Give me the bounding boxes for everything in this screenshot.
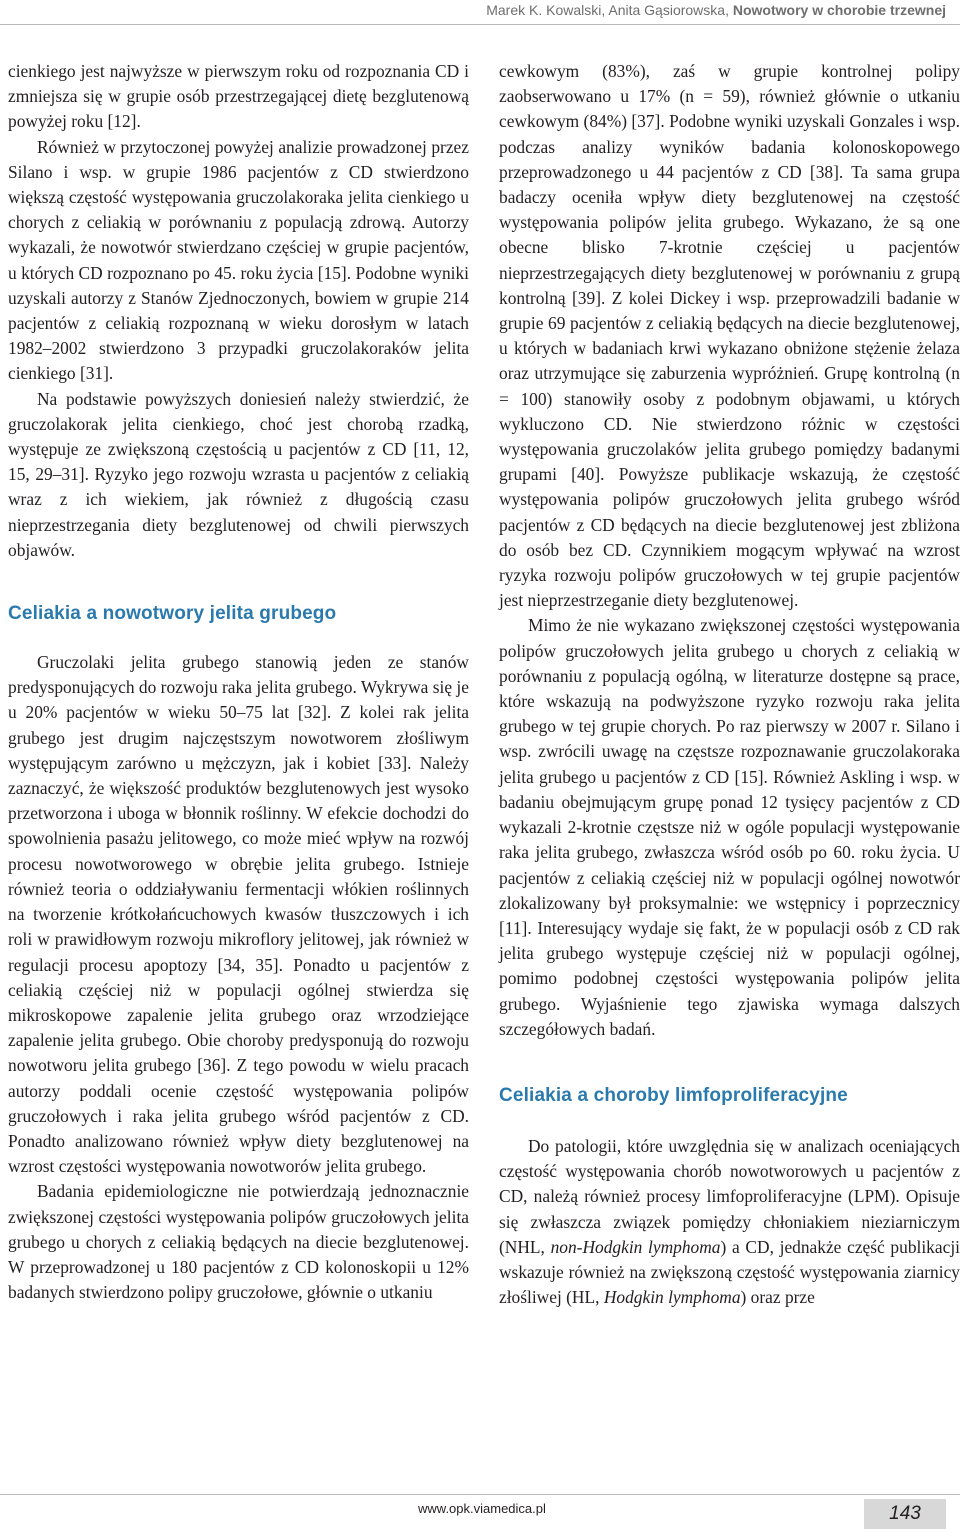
header-authors: Marek K. Kowalski, Anita Gąsiorowska,	[486, 2, 729, 18]
term-italic: Hodgkin lymphoma	[603, 1287, 741, 1308]
term-italic: non-Hodgkin lymphoma	[550, 1236, 721, 1257]
paragraph: Gruczolaki jelita grubego stanowią jeden ze stanów predysponujących do rozwoju raka jelita grubego. Wykrywa się je u 20% pacjentów w wieku 50–75 lat [32]. Z kolei rak jelita grubego jest drugim najczęstszym nowotworem złośliwym występującym zarówno u mężczyzn, jak i kobiet [33]. Należy zaznaczyć, że większość produktów bezglutenowych jest wysoko przetworzona i uboga w błonnik roślinny. W efekcie dochodzi do spowolnienia pasażu jelitowego, co może mieć wpływ na rozwój procesu nowotworowego w obrębie jelita grubego. Istnieje również teoria o oddziaływaniu fermentacji włókien roślinnych na tworzenie krótkołańcuchowych kwasów tłuszczowych i ich roli w prawidłowym rozwoju mikroflory jelitowej, jak również w regulacji procesu apoptozy [34, 35]. Ponadto u pacjentów z celiakią częściej niż w populacji ogólnej stwierdza się mikroskopowe zapalenie jelita grubego oraz wrzodziejące zapalenie jelita grubego. Obie choroby predysponują do rozwoju nowotworu jelita grubego [36]. Z tego powodu w wielu pracach autorzy poddali ocenie częstość występowania polipów gruczołowych i raka jelita grubego wśród pacjentów z CD. Ponadto analizowano również wpływ diety bezglutenowej na wzrost częstości występowania nowotworów jelita grubego.	[8, 652, 469, 1177]
running-header	[0, 0, 960, 25]
text-run: ) oraz prze	[740, 1287, 815, 1308]
page-number: 143	[864, 1499, 946, 1529]
left-column	[8, 59, 469, 1305]
header-title: Nowotwory w chorobie trzewnej	[732, 2, 946, 18]
running-header-text	[486, 2, 946, 18]
text-run: Do patologii, które uwzględnia się w analizach oceniających częstość występowania chorób nowotworowych u pacjentów z CD, należą również procesy limfoproliferacyjne (LPM). Opisuje się zwłaszcza związek pomiędzy chłoniakiem nieziarniczym (NHL,	[499, 1135, 960, 1257]
page-footer	[0, 1494, 960, 1533]
section-heading-colorectal: Celiakia a nowotwory jelita grubego	[8, 603, 337, 625]
paragraph: Mimo że nie wykazano zwiększonej częstości występowania polipów gruczołowych jelita grubego u chorych z celiakią w porównaniu z populacją ogólną, w literaturze dostępne są prace, które wskazują na podwyższone ryzyko rozwoju raka jelita grubego w tej grupie chorych. Po raz pierwszy w 2007 r. Silano i wsp. zwrócili uwagę na częstsze rozpoznawanie gruczolakoraka jelita grubego u pacjentów z CD [15]. Również Askling i wsp. w badaniu obejmującym grupę ponad 12 tysięcy pacjentów z CD wykazali 2-krotnie częstsze niż w ogóle populacji występowanie raka jelita grubego, zwłaszcza wśród osób po 60. roku życia. U pacjentów z celiakią częściej niż w populacji ogólnej nowotwór zlokalizowany był proksymalnie: we wstępnicy i poprzecznicy [11]. Interesujący wydaje się fakt, że w populacji osób z CD rak jelita grubego występuje częściej niż w populacji ogólnej, pomimo podobnej częstości występowania polipów jelita grubego. Wyjaśnienie tego zjawiska wymaga dalszych szczegółowych badań.	[499, 615, 960, 1039]
paragraph	[499, 1134, 960, 1310]
paragraph: Na podstawie powyższych doniesień należy stwierdzić, że gruczolakorak jelita cienkiego, choć jest chorobą rzadką, występuje ze zwiększoną częstością u pacjentów z CD [11, 12, 15, 29–31]. Ryzyko jego rozwoju wzrasta u pacjentów z celiakią wraz z ich wiekiem, jak również z długością czasu nieprzestrzegania diety bezglutenowej od chwili pierwszych objawów.	[8, 388, 469, 560]
paragraph: cienkiego jest najwyższe w pierwszym roku od rozpoznania CD i zmniejsza się w grupie osób przestrzegającej dietę bezglutenową powyżej roku [12].	[8, 61, 469, 132]
section-heading-lymphoproliferative: Celiakia a choroby limfoproliferacyjne	[499, 1084, 848, 1106]
text-run: ) a CD, jednakże część publikacji wskazuje również na zwiększoną częstość występowania ziarnicy złośliwej (HL,	[499, 1236, 960, 1308]
journal-url: www.opk.viamedica.pl	[418, 1501, 546, 1516]
paragraph: Również w przytoczonej powyżej analizie prowadzonej przez Silano i wsp. w grupie 1986 pacjentów z CD stwierdzono większą częstość występowania gruczolakoraka jelita cienkiego u chorych z celiakią w porównaniu z populacją zdrową. Autorzy wykazali, że nowotwór stwierdzano częściej w grupie pacjentów, u których CD rozpoznano po 45. roku życia [15]. Podobne wyniki uzyskali autorzy z Stanów Zjednoczonych, bowiem w grupie 214 pacjentów z celiakią rozpoznaną w wieku dorosłym w latach 1982–2002 stwierdzono 3 przypadki gruczolakoraków jelita cienkiego [31].	[8, 136, 469, 384]
right-column	[499, 59, 960, 1310]
paragraph: cewkowym (83%), zaś w grupie kontrolnej polipy zaobserwowano u 17% (n = 59), również głównie o utkaniu cewkowym (84%) [37]. Podobne wyniki uzyskali Gonzales i wsp. podczas analizy wyników badania kolonoskopowego przeprowadzonego u 44 pacjentów z CD [38]. Ta sama grupa badaczy oceniła wpływ diety bezglutenowej na częstość występowania polipów jelita grubego. Wykazano, że są one obecne blisko 7-krotnie częściej u pacjentów nieprzestrzegających diety bezglutenowej w porównaniu z grupą kontrolną [39]. Z kolei Dickey i wsp. przeprowadzili badanie w grupie 69 pacjentów z celiakią będących na diecie bezglutenowej, u których w badaniach krwi wykazano obniżone stężenie żelaza oraz utrzymujące się zaburzenia wypróżnień. Grupę kontrolną (n = 100) stanowiły osoby z podobnym objawami, u których wykluczono CD. Nie stwierdzono różnic w częstości występowania gruczolaków jelita grubego pomiędzy badanymi grupami [40]. Powyższe publikacje wskazują, że częstość występowania polipów gruczołowych jelita grubego wśród pacjentów z CD będących na diecie bezglutenowej jest zbliżona do osób bez CD. Czynnikiem mogącym wpływać na wzrost ryzyka rozwoju polipów gruczołowych w tej grupie pacjentów jest nieprzestrzeganie diety bezglutenowej.	[499, 61, 960, 611]
paragraph: Badania epidemiologiczne nie potwierdzają jednoznacznie zwiększonej częstości występowania polipów gruczołowych jelita grubego u chorych z celiakią będących na diecie bezglutenowej. W przeprowadzonej u 180 pacjentów z CD kolonoskopii u 12% badanych stwierdzono polipy gruczołowe, głównie o utkaniu	[8, 1181, 469, 1303]
